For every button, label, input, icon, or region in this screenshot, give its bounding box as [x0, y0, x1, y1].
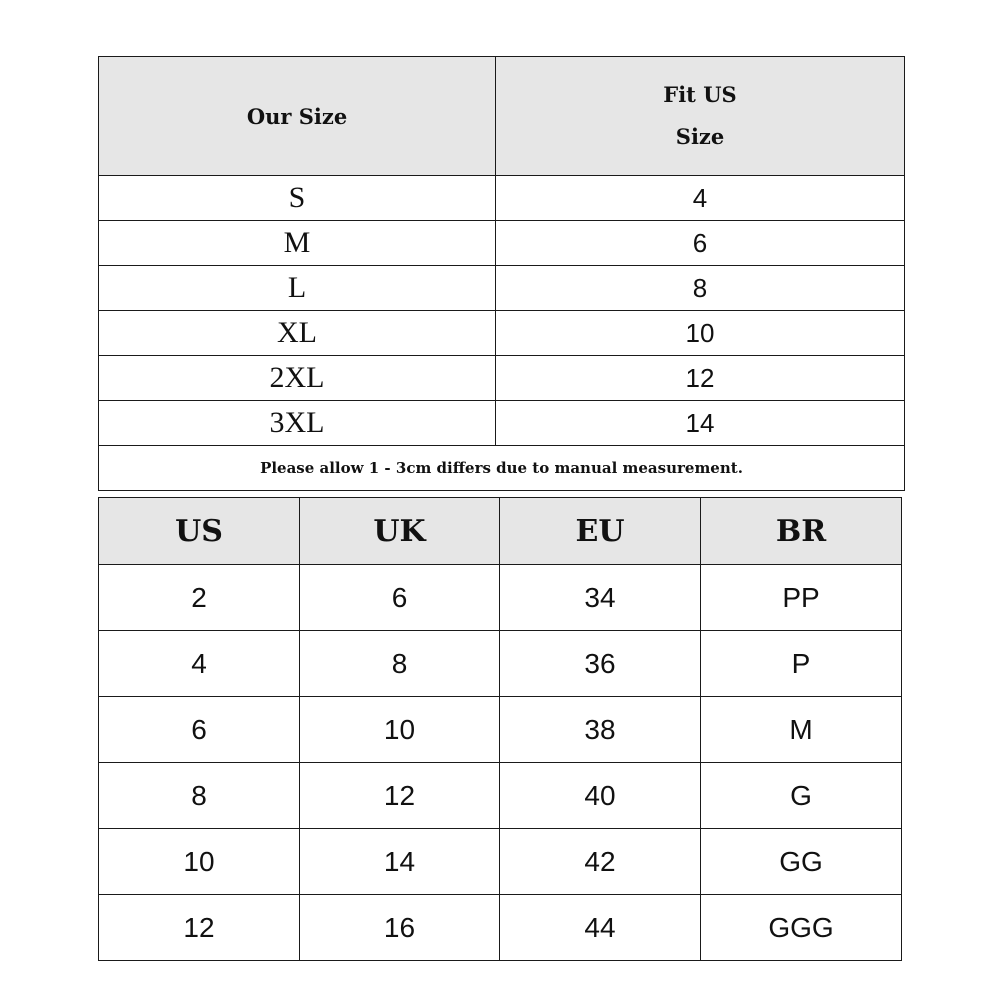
our-size-header-label: Our Size	[246, 103, 348, 129]
us-cell: 6	[99, 697, 300, 763]
our-size-cell: 3XL	[99, 401, 496, 446]
eu-cell: 34	[500, 565, 701, 631]
table-row	[99, 829, 902, 895]
us-cell: 8	[99, 763, 300, 829]
table-row	[99, 311, 905, 356]
table-row	[99, 565, 902, 631]
br-cell: GGG	[701, 895, 902, 961]
eu-cell: 40	[500, 763, 701, 829]
br-cell: GG	[701, 829, 902, 895]
table-row	[99, 221, 905, 266]
uk-cell: 10	[300, 697, 500, 763]
fit-us-cell: 6	[496, 221, 905, 266]
table-row	[99, 763, 902, 829]
us-cell: 10	[99, 829, 300, 895]
br-cell: PP	[701, 565, 902, 631]
table-row	[99, 176, 905, 221]
uk-cell: 14	[300, 829, 500, 895]
measurement-note: Please allow 1 - 3cm differs due to manual measurement.	[99, 446, 905, 491]
fit-us-cell: 10	[496, 311, 905, 356]
uk-cell: 16	[300, 895, 500, 961]
table-row	[99, 266, 905, 311]
fit-us-cell: 8	[496, 266, 905, 311]
us-cell: 4	[99, 631, 300, 697]
eu-cell: 42	[500, 829, 701, 895]
eu-cell: 36	[500, 631, 701, 697]
br-cell: M	[701, 697, 902, 763]
uk-cell: 6	[300, 565, 500, 631]
note-row	[99, 446, 905, 491]
our-size-cell: M	[99, 221, 496, 266]
uk-header: UK	[300, 498, 500, 565]
size-conversion-table	[98, 497, 902, 961]
size-fit-table	[98, 56, 905, 491]
fit-us-cell: 14	[496, 401, 905, 446]
us-header: US	[99, 498, 300, 565]
fit-us-size-header	[496, 57, 905, 176]
table-row	[99, 895, 902, 961]
conversion-header-row	[99, 498, 902, 565]
br-cell: P	[701, 631, 902, 697]
us-cell: 2	[99, 565, 300, 631]
fit-us-header-line2: Size	[675, 124, 725, 149]
uk-cell: 8	[300, 631, 500, 697]
us-cell: 12	[99, 895, 300, 961]
table-row	[99, 401, 905, 446]
table-row	[99, 697, 902, 763]
our-size-cell: S	[99, 176, 496, 221]
size-table-header-row	[99, 57, 905, 176]
our-size-header	[99, 57, 496, 176]
eu-header: EU	[500, 498, 701, 565]
our-size-cell: XL	[99, 311, 496, 356]
table-row	[99, 631, 902, 697]
uk-cell: 12	[300, 763, 500, 829]
our-size-cell: 2XL	[99, 356, 496, 401]
fit-us-cell: 4	[496, 176, 905, 221]
fit-us-cell: 12	[496, 356, 905, 401]
table-row	[99, 356, 905, 401]
eu-cell: 38	[500, 697, 701, 763]
fit-us-header-line1: Fit US	[663, 82, 737, 107]
eu-cell: 44	[500, 895, 701, 961]
br-header: BR	[701, 498, 902, 565]
br-cell: G	[701, 763, 902, 829]
our-size-cell: L	[99, 266, 496, 311]
